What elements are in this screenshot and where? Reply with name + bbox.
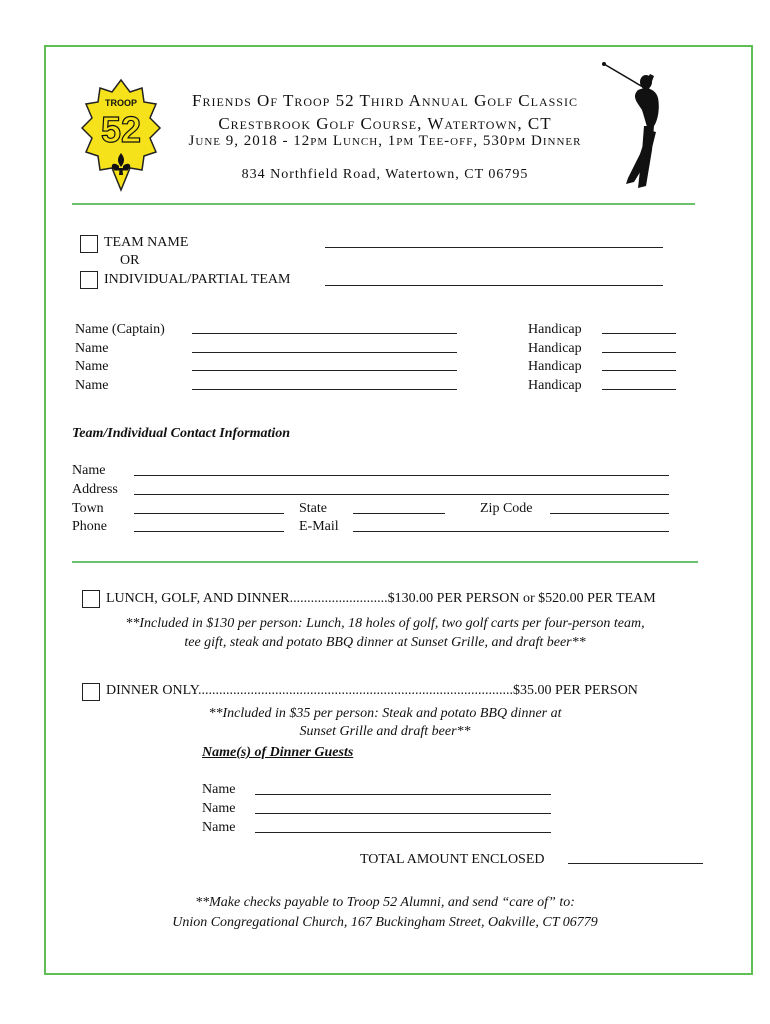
event-address: 834 Northfield Road, Watertown, CT 06795: [241, 167, 529, 182]
handicap-label: Handicap: [528, 378, 582, 393]
guest-name-field[interactable]: [255, 794, 551, 795]
player-name-label: Name: [75, 341, 109, 356]
event-venue: Crestbrook Golf Course, Watertown, CT: [218, 114, 552, 133]
guest-name-label: Name: [202, 782, 236, 797]
handicap-label: Handicap: [528, 359, 582, 374]
guest-name-label: Name: [202, 801, 236, 816]
dinner-note-line2: Sunset Grille and draft beer**: [299, 724, 471, 739]
individual-team-checkbox[interactable]: [80, 271, 98, 289]
guest-name-label: Name: [202, 820, 236, 835]
contact-email-label: E-Mail: [299, 519, 339, 534]
dinner-only-checkbox[interactable]: [82, 683, 100, 701]
contact-state-label: State: [299, 501, 327, 516]
total-amount-label: TOTAL AMOUNT ENCLOSED: [360, 852, 545, 867]
contact-phone-field[interactable]: [134, 531, 284, 532]
individual-team-field[interactable]: [325, 285, 663, 286]
mailing-address-note: Union Congregational Church, 167 Buckingham Street, Oakville, CT 06779: [172, 915, 598, 930]
total-amount-field[interactable]: [568, 863, 703, 864]
checks-payable-note: **Make checks payable to Troop 52 Alumni, and send “care of” to:: [195, 895, 575, 910]
player-name-field[interactable]: [192, 333, 457, 334]
lunch-golf-dinner-label: LUNCH, GOLF, AND DINNER............................$130.00 PER PERSON or $520.00 PER TEAM: [106, 591, 656, 606]
player-name-label: Name: [75, 359, 109, 374]
guest-name-field[interactable]: [255, 813, 551, 814]
contact-name-field[interactable]: [134, 475, 669, 476]
contact-phone-label: Phone: [72, 519, 107, 534]
dinner-only-label: DINNER ONLY..........................................................................................$35.00 PER PERSON: [106, 683, 638, 698]
handicap-field[interactable]: [602, 370, 676, 371]
guest-name-field[interactable]: [255, 832, 551, 833]
contact-name-label: Name: [72, 463, 106, 478]
contact-town-field[interactable]: [134, 513, 284, 514]
lunch-golf-dinner-checkbox[interactable]: [82, 590, 100, 608]
contact-town-label: Town: [72, 501, 104, 516]
contact-zip-field[interactable]: [550, 513, 669, 514]
contact-address-label: Address: [72, 482, 118, 497]
handicap-field[interactable]: [602, 389, 676, 390]
lunch-note-line1: **Included in $130 per person: Lunch, 18 holes of golf, two golf carts per four-person team,: [125, 616, 645, 631]
contact-state-field[interactable]: [353, 513, 445, 514]
or-label: OR: [120, 253, 140, 268]
event-title: Friends Of Troop 52 Third Annual Golf Classic: [192, 91, 578, 110]
individual-team-label: INDIVIDUAL/PARTIAL TEAM: [104, 272, 291, 287]
player-name-field[interactable]: [192, 389, 457, 390]
team-name-field[interactable]: [325, 247, 663, 248]
handicap-label: Handicap: [528, 341, 582, 356]
divider-middle: [72, 561, 698, 563]
contact-address-field[interactable]: [134, 494, 669, 495]
player-name-label: Name: [75, 378, 109, 393]
handicap-field[interactable]: [602, 352, 676, 353]
handicap-label: Handicap: [528, 322, 582, 337]
team-name-checkbox[interactable]: [80, 235, 98, 253]
contact-heading: Team/Individual Contact Information: [72, 426, 291, 441]
lunch-note-line2: tee gift, steak and potato BBQ dinner at Sunset Grille, and draft beer**: [184, 635, 586, 650]
player-name-field[interactable]: [192, 352, 457, 353]
contact-zip-label: Zip Code: [480, 501, 533, 516]
contact-email-field[interactable]: [353, 531, 669, 532]
event-schedule: June 9, 2018 - 12pm Lunch, 1pm Tee-off, 530pm Dinner: [188, 133, 582, 149]
dinner-note-line1: **Included in $35 per person: Steak and potato BBQ dinner at: [208, 706, 562, 721]
svg-text:52: 52: [100, 109, 142, 150]
player-name-label: Name (Captain): [75, 322, 165, 337]
handicap-field[interactable]: [602, 333, 676, 334]
team-name-label: TEAM NAME: [104, 235, 189, 250]
svg-text:TROOP: TROOP: [104, 98, 138, 108]
dinner-guests-heading: Name(s) of Dinner Guests: [202, 745, 354, 760]
player-name-field[interactable]: [192, 370, 457, 371]
divider-top: [72, 203, 695, 205]
